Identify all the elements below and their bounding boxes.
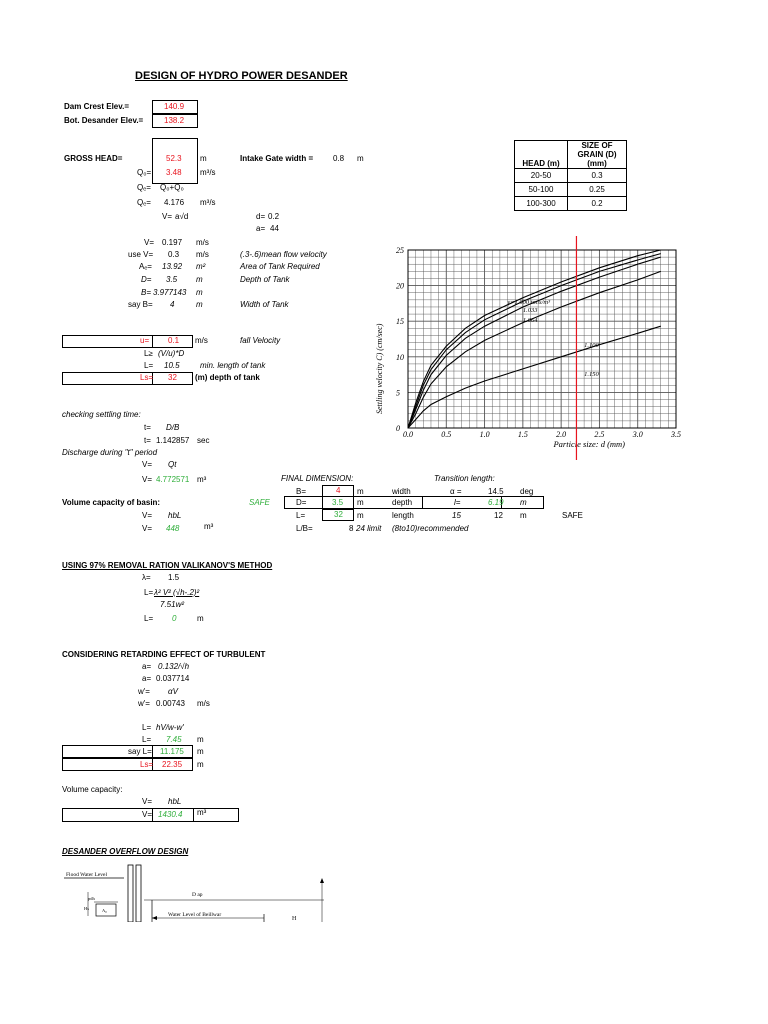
grain-head-cell: 20-50 [515, 169, 568, 183]
grain-size-cell: 0.25 [568, 183, 627, 197]
depth-row-label: depth [392, 498, 413, 507]
a-value: 44 [270, 224, 279, 233]
length-unit: m [520, 511, 527, 520]
w2-unit: m/s [197, 699, 210, 708]
checking-label: checking settling time: [62, 410, 141, 419]
x-tick-label: 1.0 [479, 430, 490, 439]
d-label: d= [256, 212, 266, 221]
fd-l-label: L= [296, 511, 306, 520]
volcap-f-label: V= [142, 797, 153, 806]
vol-basin-label: Volume capacity of basin: [62, 498, 161, 507]
dam-crest-label: Dam Crest Elev.= [64, 102, 129, 111]
grain-size-header: SIZE OF GRAIN (D) (mm) [568, 141, 627, 169]
fd-b-label: B= [296, 487, 307, 496]
vhbl-label: V= [142, 511, 153, 520]
at-note: Area of Tank Required [240, 262, 320, 271]
final-dim-label: FINAL DIMENSION: [281, 474, 354, 483]
tls-unit: m [197, 760, 204, 769]
v-formula-label: V= [162, 212, 173, 221]
hs-label: Hs [84, 906, 90, 911]
vol-basin-status: SAFE [249, 498, 270, 507]
x-tick-label: 2.5 [594, 430, 605, 439]
tls-label: Ls= [140, 760, 154, 769]
transition-label: Transition length: [434, 474, 495, 483]
transition-l-label: l= [454, 498, 461, 507]
valikanov-l2-value: 0 [172, 614, 177, 623]
gross-head-unit: m [200, 154, 207, 163]
q0-value: 3.48 [166, 168, 182, 177]
qc-formula-value: Q₀+Q₀ [160, 183, 184, 192]
table-row [515, 169, 627, 183]
tl2-unit: m [197, 735, 204, 744]
length-b: 12 [494, 511, 503, 520]
overflow-title: DESANDER OVERFLOW DESIGN [62, 847, 189, 856]
gross-head-value: 52.3 [166, 154, 182, 163]
volcap-v-value: 1430.4 [158, 810, 183, 819]
ao-label: A₀ [102, 908, 107, 913]
vq-unit: m³ [197, 475, 207, 484]
v448-label: V= [142, 524, 153, 533]
vq-value: 4.772571 [156, 475, 190, 484]
series-label: γ=1.000 tons/m³ [507, 299, 551, 307]
vq-formula-value: Qt [168, 460, 177, 469]
l-ge-label: L≥ [144, 349, 153, 358]
t-value: 1.142857 [156, 436, 190, 445]
weir-level-label: Water Level of Beillwar [168, 912, 222, 918]
grain-size-cell: 0.2 [568, 197, 627, 211]
discharge-period-label: Discharge during "t" period [62, 448, 158, 457]
ls-note: (m) depth of tank [195, 373, 260, 382]
at-unit: m² [196, 262, 206, 271]
at-value: 13.92 [162, 262, 183, 271]
pdh-label: pdh [88, 896, 95, 901]
valikanov-l2-unit: m [197, 614, 204, 623]
lb-limit: 24 limit [356, 524, 382, 533]
tl1-value: hV/w-w' [156, 723, 184, 732]
y-tick-label: 0 [396, 424, 400, 433]
b-value: 3.977143 [153, 288, 187, 297]
valikanov-title: USING 97% REMOVAL RATION VALIKANOV'S METHOD [62, 561, 273, 570]
fd-l-unit: m [357, 511, 364, 520]
vhbl-value: hbL [168, 511, 182, 520]
v-unit: m/s [196, 238, 209, 247]
q0-unit: m³/s [200, 168, 216, 177]
x-tick-label: 0.5 [441, 430, 452, 439]
flood-level-label: Flood Water Level [66, 872, 108, 878]
width-label: width [392, 487, 411, 496]
length-row-label: length [392, 511, 414, 520]
dep-label: D ap [192, 892, 203, 898]
table-row [515, 197, 627, 211]
vq-formula-label: V= [142, 460, 153, 469]
transition-l-unit: m [520, 498, 527, 507]
t-formula-label: t= [144, 423, 151, 432]
x-tick-label: 3.5 [671, 430, 681, 439]
l-ge-value: (V/u)*D [158, 349, 185, 358]
alpha-label: α = [450, 487, 462, 496]
say-l-value: 11.175 [160, 747, 184, 756]
say-b-unit: m [196, 300, 203, 309]
intake-unit: m [357, 154, 364, 163]
alpha-value: 14.5 [488, 487, 504, 496]
x-tick-label: 2.0 [556, 430, 567, 439]
grain-head-header: HEAD (m) [515, 141, 568, 169]
v-label: V= [144, 238, 155, 247]
table-row [515, 183, 627, 197]
l-note: min. length of tank [200, 361, 266, 370]
qc-label: Qₑ= [137, 198, 151, 207]
volcap-v-label: V= [142, 810, 153, 819]
dam-crest-value: 140.9 [164, 102, 185, 111]
qc-formula-label: Qₑ= [137, 183, 151, 192]
v-value: 0.197 [162, 238, 183, 247]
valikanov-denominator: 7.51w² [160, 600, 185, 609]
say-b-value: 4 [170, 300, 175, 309]
x-tick-label: 1.5 [517, 430, 528, 439]
x-tick-label: 0.0 [403, 430, 413, 439]
lb-value: 8 [349, 524, 354, 533]
fd-d-value: 3.5 [332, 498, 344, 507]
lambda-value: 1.5 [168, 573, 180, 582]
lambda-label: λ= [142, 573, 151, 582]
gross-head-label: GROSS HEAD= [64, 154, 123, 163]
y-tick-label: 5 [396, 388, 400, 398]
y-tick-label: 15 [396, 317, 404, 327]
bot-desander-value: 138.2 [164, 116, 185, 125]
volcap-f-value: hbL [168, 797, 182, 806]
l-value: 10.5 [164, 361, 180, 370]
series-label: 1.033 [522, 306, 538, 314]
a-label: a= [256, 224, 266, 233]
v448-value: 448 [166, 524, 180, 533]
depth-value: 3.5 [166, 275, 178, 284]
grain-head-cell: 100-300 [515, 197, 568, 211]
fd-d-unit: m [357, 498, 364, 507]
ls-value: 32 [168, 373, 177, 382]
say-l-unit: m [197, 747, 204, 756]
y-axis-label: Settling velocity C) (cm/sec) [375, 323, 384, 414]
vq-label: V= [142, 475, 153, 484]
alpha-unit: deg [520, 487, 534, 496]
ls-label: Ls= [140, 373, 154, 382]
w1-label: w'= [138, 687, 150, 696]
valikanov-l2-label: L= [144, 614, 154, 623]
u-label: u= [140, 336, 150, 345]
lb-label: L/B= [296, 524, 313, 533]
length-status: SAFE [562, 511, 583, 520]
depth-unit: m [196, 275, 203, 284]
tls-value: 22.35 [162, 760, 183, 769]
grain-head-cell: 50-100 [515, 183, 568, 197]
at-label: Aₑ= [139, 262, 152, 271]
tl2-value: 7.45 [166, 735, 182, 744]
d-value: 0.2 [268, 212, 280, 221]
b-unit: m [196, 288, 203, 297]
depth-note: Depth of Tank [240, 275, 290, 284]
page-title: DESIGN OF HYDRO POWER DESANDER [135, 70, 348, 82]
fd-l-value: 32 [334, 510, 343, 519]
depth-label: D= [141, 275, 152, 284]
a2-label: a= [142, 674, 152, 683]
lb-note: (8to10)recommended [392, 524, 469, 533]
settling-velocity-chart [368, 236, 684, 460]
use-v-unit: m/s [196, 250, 209, 259]
transition-l-value: 6.19 [488, 498, 504, 507]
overflow-sketch [64, 862, 344, 922]
series-label: 1.100 [584, 341, 599, 349]
say-b-label: say B= [128, 300, 153, 309]
series-label: 1.150 [584, 371, 599, 379]
qc-unit: m³/s [200, 198, 216, 207]
h-label: H [292, 916, 297, 922]
use-v-label: use V= [128, 250, 154, 259]
y-tick-label: 10 [396, 352, 404, 362]
valikanov-numerator: λ² V² (√h-.2)² [154, 588, 200, 597]
length-a: 15 [452, 511, 461, 520]
u-unit: m/s [195, 336, 208, 345]
say-l-label: say L= [128, 747, 152, 756]
l-label: L= [144, 361, 154, 370]
w2-label: w'= [138, 699, 150, 708]
fd-d-label: D= [296, 498, 307, 507]
y-tick-label: 20 [396, 281, 404, 291]
intake-label: Intake Gate width = [240, 154, 314, 163]
volcap-label: Volume capacity: [62, 785, 123, 794]
t-label: t= [144, 436, 151, 445]
say-b-note: Width of Tank [240, 300, 289, 309]
turbulent-title: CONSIDERING RETARDING EFFECT OF TURBULENT [62, 650, 266, 659]
b-label: B= [141, 288, 152, 297]
grain-size-cell: 0.3 [568, 169, 627, 183]
w1-value: αV [168, 687, 178, 696]
series-label: 1.064 [522, 316, 538, 324]
fd-b-value: 4 [336, 486, 341, 495]
fd-b-unit: m [357, 487, 364, 496]
t-formula-value: D/B [166, 423, 180, 432]
plot-frame [408, 250, 676, 428]
intake-value: 0.8 [333, 154, 345, 163]
y-tick-label: 25 [396, 246, 404, 255]
use-v-value: 0.3 [168, 250, 180, 259]
qc-value: 4.176 [164, 198, 185, 207]
t-unit: sec [197, 436, 210, 445]
x-axis-label: Particle size: d (mm) [553, 439, 626, 449]
grain-size-table [514, 140, 627, 211]
x-tick-label: 3.0 [632, 430, 643, 439]
a1-value: 0.132/√h [158, 662, 190, 671]
u-value: 0.1 [168, 336, 180, 345]
tl2-label: L= [142, 735, 152, 744]
volcap-v-unit: m³ [197, 808, 207, 817]
a2-value: 0.037714 [156, 674, 190, 683]
tl1-label: L= [142, 723, 152, 732]
bot-desander-label: Bot. Desander Elev.= [64, 116, 144, 125]
valikanov-l-label: L= [144, 588, 154, 597]
w2-value: 0.00743 [156, 699, 185, 708]
v448-unit: m³ [204, 522, 214, 531]
q0-label: Q₀= [137, 168, 152, 177]
v-formula-value: a√d [175, 212, 189, 221]
use-v-note: (.3-.6)mean flow velocity [240, 250, 327, 259]
a1-label: a= [142, 662, 152, 671]
u-note: fall Velocity [240, 336, 281, 345]
